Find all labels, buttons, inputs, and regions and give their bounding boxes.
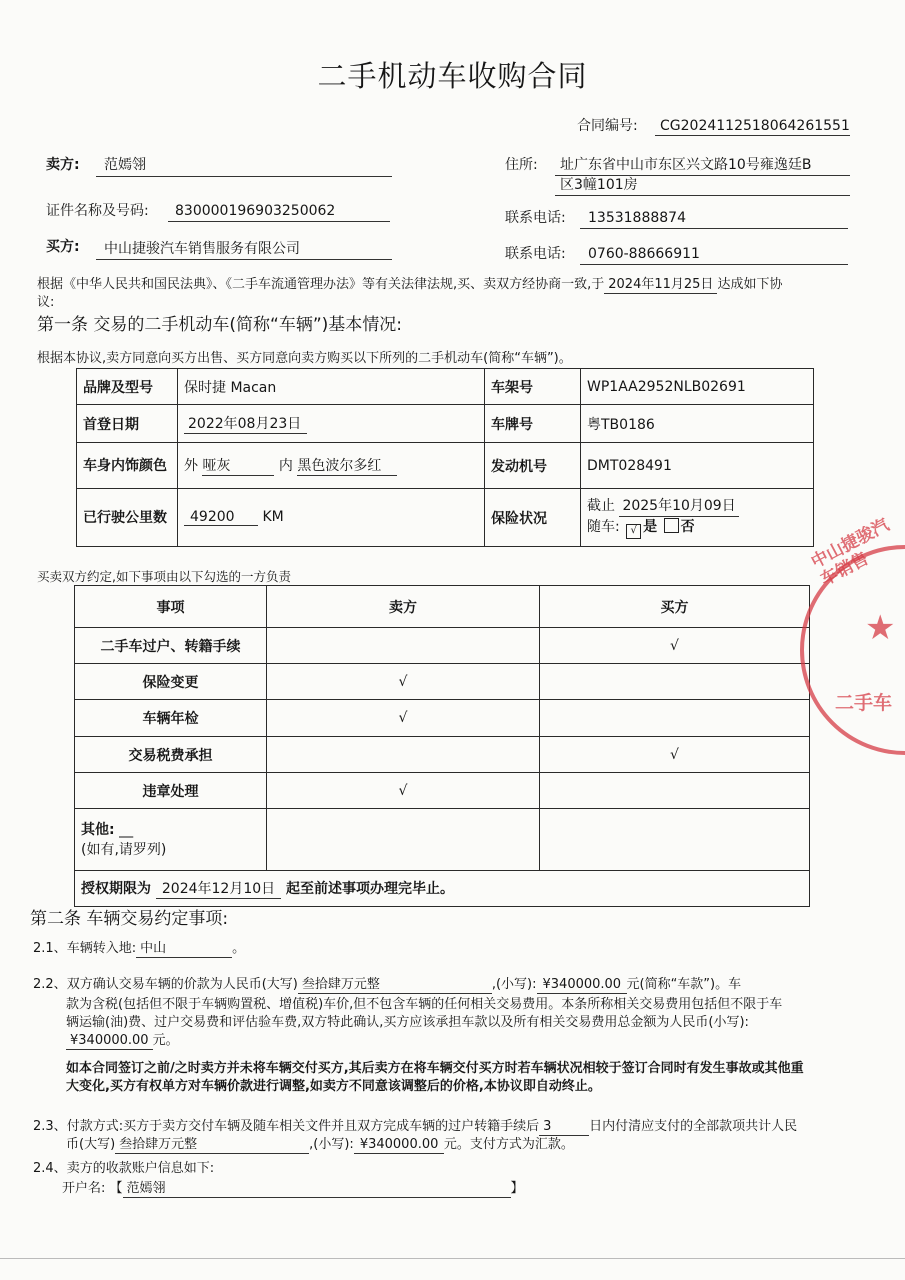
plate-value: 粤TB0186 bbox=[581, 405, 814, 443]
clause-2-1-num: 2.1、 bbox=[33, 941, 67, 956]
clause-2-3-l1a: 付款方式:买方于卖方交付车辆及随车相关文件并且双方完成车辆的过户转籍手续后 bbox=[66, 1119, 540, 1134]
clause-2-3-l2c: 元。支付方式为汇款。 bbox=[443, 1137, 574, 1152]
table-row bbox=[75, 773, 810, 809]
engine-value: DMT028491 bbox=[581, 443, 814, 489]
clause-2-4-text: 卖方的收款账户信息如下: bbox=[66, 1161, 215, 1176]
contract-no-underline bbox=[655, 135, 850, 136]
clause-2-2-line3: 辆运输(油)费、过户交易费和评估验车费,双方特此确认,买方应该承担车款以及所有相关交易费用总金额为人民币(小写): bbox=[66, 1015, 749, 1030]
other-buyer bbox=[540, 809, 810, 871]
clause-2-3-days: 3 bbox=[539, 1118, 589, 1136]
other-seller bbox=[267, 809, 540, 871]
contract-title: 二手机动车收购合同 bbox=[317, 59, 588, 93]
resp-buyer-mark: √ bbox=[540, 737, 810, 773]
seal-text-secondhand: 二手车 bbox=[835, 692, 893, 714]
color-label: 车身内饰颜色 bbox=[77, 443, 178, 489]
account-name: 范嫣翎 bbox=[123, 1180, 511, 1198]
ext-color-label: 外 bbox=[184, 458, 198, 474]
first-reg-cell bbox=[178, 405, 485, 443]
resp-seller-mark: √ bbox=[267, 664, 540, 700]
account-row bbox=[62, 1180, 524, 1198]
clause-2-2-num: 2.2、 bbox=[33, 977, 67, 992]
other-label: 其他: bbox=[81, 821, 115, 838]
col-seller-header: 卖方 bbox=[267, 586, 540, 628]
clause-2-2-lower: ¥340000.00 bbox=[537, 976, 627, 994]
table-row bbox=[75, 700, 810, 737]
brand-label: 品牌及型号 bbox=[77, 369, 178, 405]
clause-2-4 bbox=[33, 1160, 214, 1177]
ins-until-value: 2025年10月09日 bbox=[619, 496, 738, 517]
clause-2-2-line2: 款为含税(包括但不限于车辆购置税、增值税)车价,但不包含车辆的任何相关交易费用。本条所称相关交易费用包括但不限于车 bbox=[66, 997, 783, 1012]
clause-2-2-line4 bbox=[66, 1032, 179, 1050]
plate-label: 车牌号 bbox=[485, 405, 581, 443]
other-cell bbox=[75, 809, 267, 871]
buyer-name-underline bbox=[96, 259, 392, 260]
col-item-header: 事项 bbox=[75, 586, 267, 628]
ins-yes-checkbox[interactable]: √ bbox=[626, 524, 641, 539]
int-color-label: 内 bbox=[278, 458, 293, 474]
col-buyer-header: 买方 bbox=[540, 586, 810, 628]
auth-date: 2024年12月10日 bbox=[156, 878, 281, 899]
buyer-phone: 0760-88666911 bbox=[588, 246, 700, 262]
seller-id-number: 830000196903250062 bbox=[175, 203, 336, 219]
resp-buyer-mark bbox=[540, 664, 810, 700]
contract-no-label: 合同编号: bbox=[577, 118, 638, 134]
clause-2-3-line1 bbox=[33, 1118, 797, 1136]
intro-line1-post: 达成如下协 bbox=[717, 277, 783, 292]
clause-2-2-l1b: ,(小写): bbox=[491, 977, 537, 992]
article2-heading: 第二条 车辆交易约定事项: bbox=[30, 909, 229, 929]
clause-2-2-l1c: 元(简称“车款”)。车 bbox=[626, 977, 742, 992]
clause-2-1-end: 。 bbox=[232, 941, 246, 956]
seller-id-label: 证件名称及号码: bbox=[46, 203, 149, 219]
clause-2-3-lower: ¥340000.00 bbox=[354, 1136, 444, 1154]
clause-2-2-l1a: 双方确认交易车辆的价款为人民币(大写) bbox=[66, 977, 298, 992]
resp-buyer-mark bbox=[540, 700, 810, 737]
intro-line1 bbox=[37, 276, 782, 294]
clause-2-2-bold1: 如本合同签订之前/之时卖方并未将车辆交付买方,其后卖方在将车辆交付买方时若车辆状况相较于签订合同时有发生事故或其他重 bbox=[66, 1061, 804, 1076]
vin-label: 车架号 bbox=[485, 369, 581, 405]
table-row bbox=[75, 737, 810, 773]
clause-2-3-l2b: ,(小写): bbox=[309, 1137, 354, 1152]
auth-pre: 授权期限为 bbox=[81, 881, 151, 897]
seller-label: 卖方: bbox=[46, 157, 80, 173]
mileage-cell bbox=[178, 489, 485, 547]
clause-2-2-bold2: 大变化,买方有权单方对车辆价款进行调整,如卖方不同意该调整后的价格,本协议即自动终止。 bbox=[66, 1079, 601, 1094]
color-cell bbox=[178, 443, 485, 489]
ins-yes-label: 是 bbox=[643, 519, 658, 535]
mileage-unit: KM bbox=[262, 509, 284, 525]
account-close-bracket: 】 bbox=[510, 1181, 524, 1196]
clause-2-3-l2a: 币(大写) bbox=[66, 1137, 116, 1152]
intro-date: 2024年11月25日 bbox=[604, 276, 717, 294]
article1-heading: 第一条 交易的二手机动车(简称“车辆”)基本情况: bbox=[37, 315, 403, 335]
resp-seller-mark bbox=[267, 737, 540, 773]
seller-phone-label: 联系电话: bbox=[505, 210, 566, 226]
auth-post: 起至前述事项办理完毕止。 bbox=[286, 881, 455, 897]
seal-text-company: 中山捷骏汽车销售 bbox=[808, 515, 893, 591]
intro-line1-pre: 根据《中华人民共和国民法典》、《二手车流通管理办法》等有关法律法规,买、卖双方经协商一致,于 bbox=[37, 277, 605, 292]
seller-address-label: 住所: bbox=[505, 157, 538, 173]
resp-buyer-mark bbox=[540, 773, 810, 809]
buyer-phone-label: 联系电话: bbox=[505, 246, 566, 262]
auth-period-cell bbox=[75, 871, 810, 907]
resp-intro-text: 买卖双方约定,如下事项由以下勾选的一方负责 bbox=[37, 569, 291, 584]
ins-no-checkbox[interactable] bbox=[664, 518, 679, 533]
table-row bbox=[75, 628, 810, 664]
seller-name: 范嫣翎 bbox=[104, 157, 146, 173]
seller-address-line2: 区3幢101房 bbox=[560, 177, 638, 193]
table-row bbox=[75, 664, 810, 700]
ext-color-value: 哑灰 bbox=[202, 455, 274, 476]
other-value: __ bbox=[119, 821, 134, 838]
other-note: (如有,请罗列) bbox=[81, 841, 167, 858]
ins-no-label: 否 bbox=[680, 519, 695, 535]
clause-2-2-upper: 叁拾肆万元整 bbox=[298, 976, 492, 994]
bottom-rule bbox=[0, 1258, 905, 1259]
seller-address-line1: 址广东省中山市东区兴文路10号雍逸廷B bbox=[560, 157, 812, 173]
clause-2-1-text: 车辆转入地: bbox=[66, 941, 137, 956]
vehicle-info-table bbox=[76, 368, 814, 547]
account-open-bracket: 【 bbox=[109, 1181, 123, 1196]
clause-2-1 bbox=[33, 940, 245, 958]
clause-2-3-upper: 叁拾肆万元整 bbox=[115, 1136, 309, 1154]
resp-seller-mark bbox=[267, 628, 540, 664]
brand-value: 保时捷 Macan bbox=[178, 369, 485, 405]
insurance-label: 保险状况 bbox=[485, 489, 581, 547]
seller-phone: 13531888874 bbox=[588, 210, 686, 226]
seller-id-underline bbox=[168, 221, 390, 222]
vin-value: WP1AA2952NLB02691 bbox=[581, 369, 814, 405]
seller-name-underline bbox=[96, 176, 392, 177]
resp-seller-mark: √ bbox=[267, 773, 540, 809]
buyer-label: 买方: bbox=[46, 239, 80, 255]
clause-2-3-l1b: 日内付清应支付的全部款项共计人民 bbox=[589, 1119, 798, 1134]
clause-2-2-l4-end: 元。 bbox=[152, 1033, 179, 1048]
buyer-phone-underline bbox=[580, 264, 848, 265]
resp-item: 交易税费承担 bbox=[75, 737, 267, 773]
intro-line2: 议: bbox=[37, 295, 55, 310]
seal-star-icon: ★ bbox=[865, 608, 896, 648]
clause-2-2-line1 bbox=[33, 976, 741, 994]
mileage-label: 已行驶公里数 bbox=[77, 489, 178, 547]
responsibility-table bbox=[74, 585, 810, 907]
first-reg-value: 2022年08月23日 bbox=[184, 413, 307, 434]
clause-2-1-value: 中山 bbox=[136, 940, 232, 958]
resp-item: 违章处理 bbox=[75, 773, 267, 809]
engine-label: 发动机号 bbox=[485, 443, 581, 489]
resp-buyer-mark: √ bbox=[540, 628, 810, 664]
account-label: 开户名: bbox=[62, 1181, 106, 1196]
ins-until-label: 截止 bbox=[587, 498, 615, 514]
article1-intro: 根据本协议,卖方同意向买方出售、买方同意向卖方购买以下所列的二手机动车(简称“车辆”)。 bbox=[37, 351, 572, 366]
resp-intro bbox=[37, 569, 291, 585]
address-underline-2 bbox=[555, 195, 850, 196]
ins-follow-label: 随车: bbox=[587, 519, 620, 535]
first-reg-label: 首登日期 bbox=[77, 405, 178, 443]
int-color-value: 黑色波尔多红 bbox=[297, 455, 397, 476]
resp-item: 二手车过户、转籍手续 bbox=[75, 628, 267, 664]
insurance-cell bbox=[581, 489, 814, 547]
clause-2-3-num: 2.3、 bbox=[33, 1119, 67, 1134]
resp-item: 保险变更 bbox=[75, 664, 267, 700]
resp-item: 车辆年检 bbox=[75, 700, 267, 737]
contract-no: CG2024112518064261551 bbox=[660, 118, 850, 134]
resp-seller-mark: √ bbox=[267, 700, 540, 737]
clause-2-4-num: 2.4、 bbox=[33, 1161, 67, 1176]
clause-2-3-line2 bbox=[66, 1136, 574, 1154]
seller-phone-underline bbox=[580, 228, 848, 229]
mileage-value: 49200 bbox=[184, 509, 258, 526]
buyer-name: 中山捷骏汽车销售服务有限公司 bbox=[104, 241, 300, 257]
clause-2-2-total: ¥340000.00 bbox=[66, 1032, 153, 1050]
